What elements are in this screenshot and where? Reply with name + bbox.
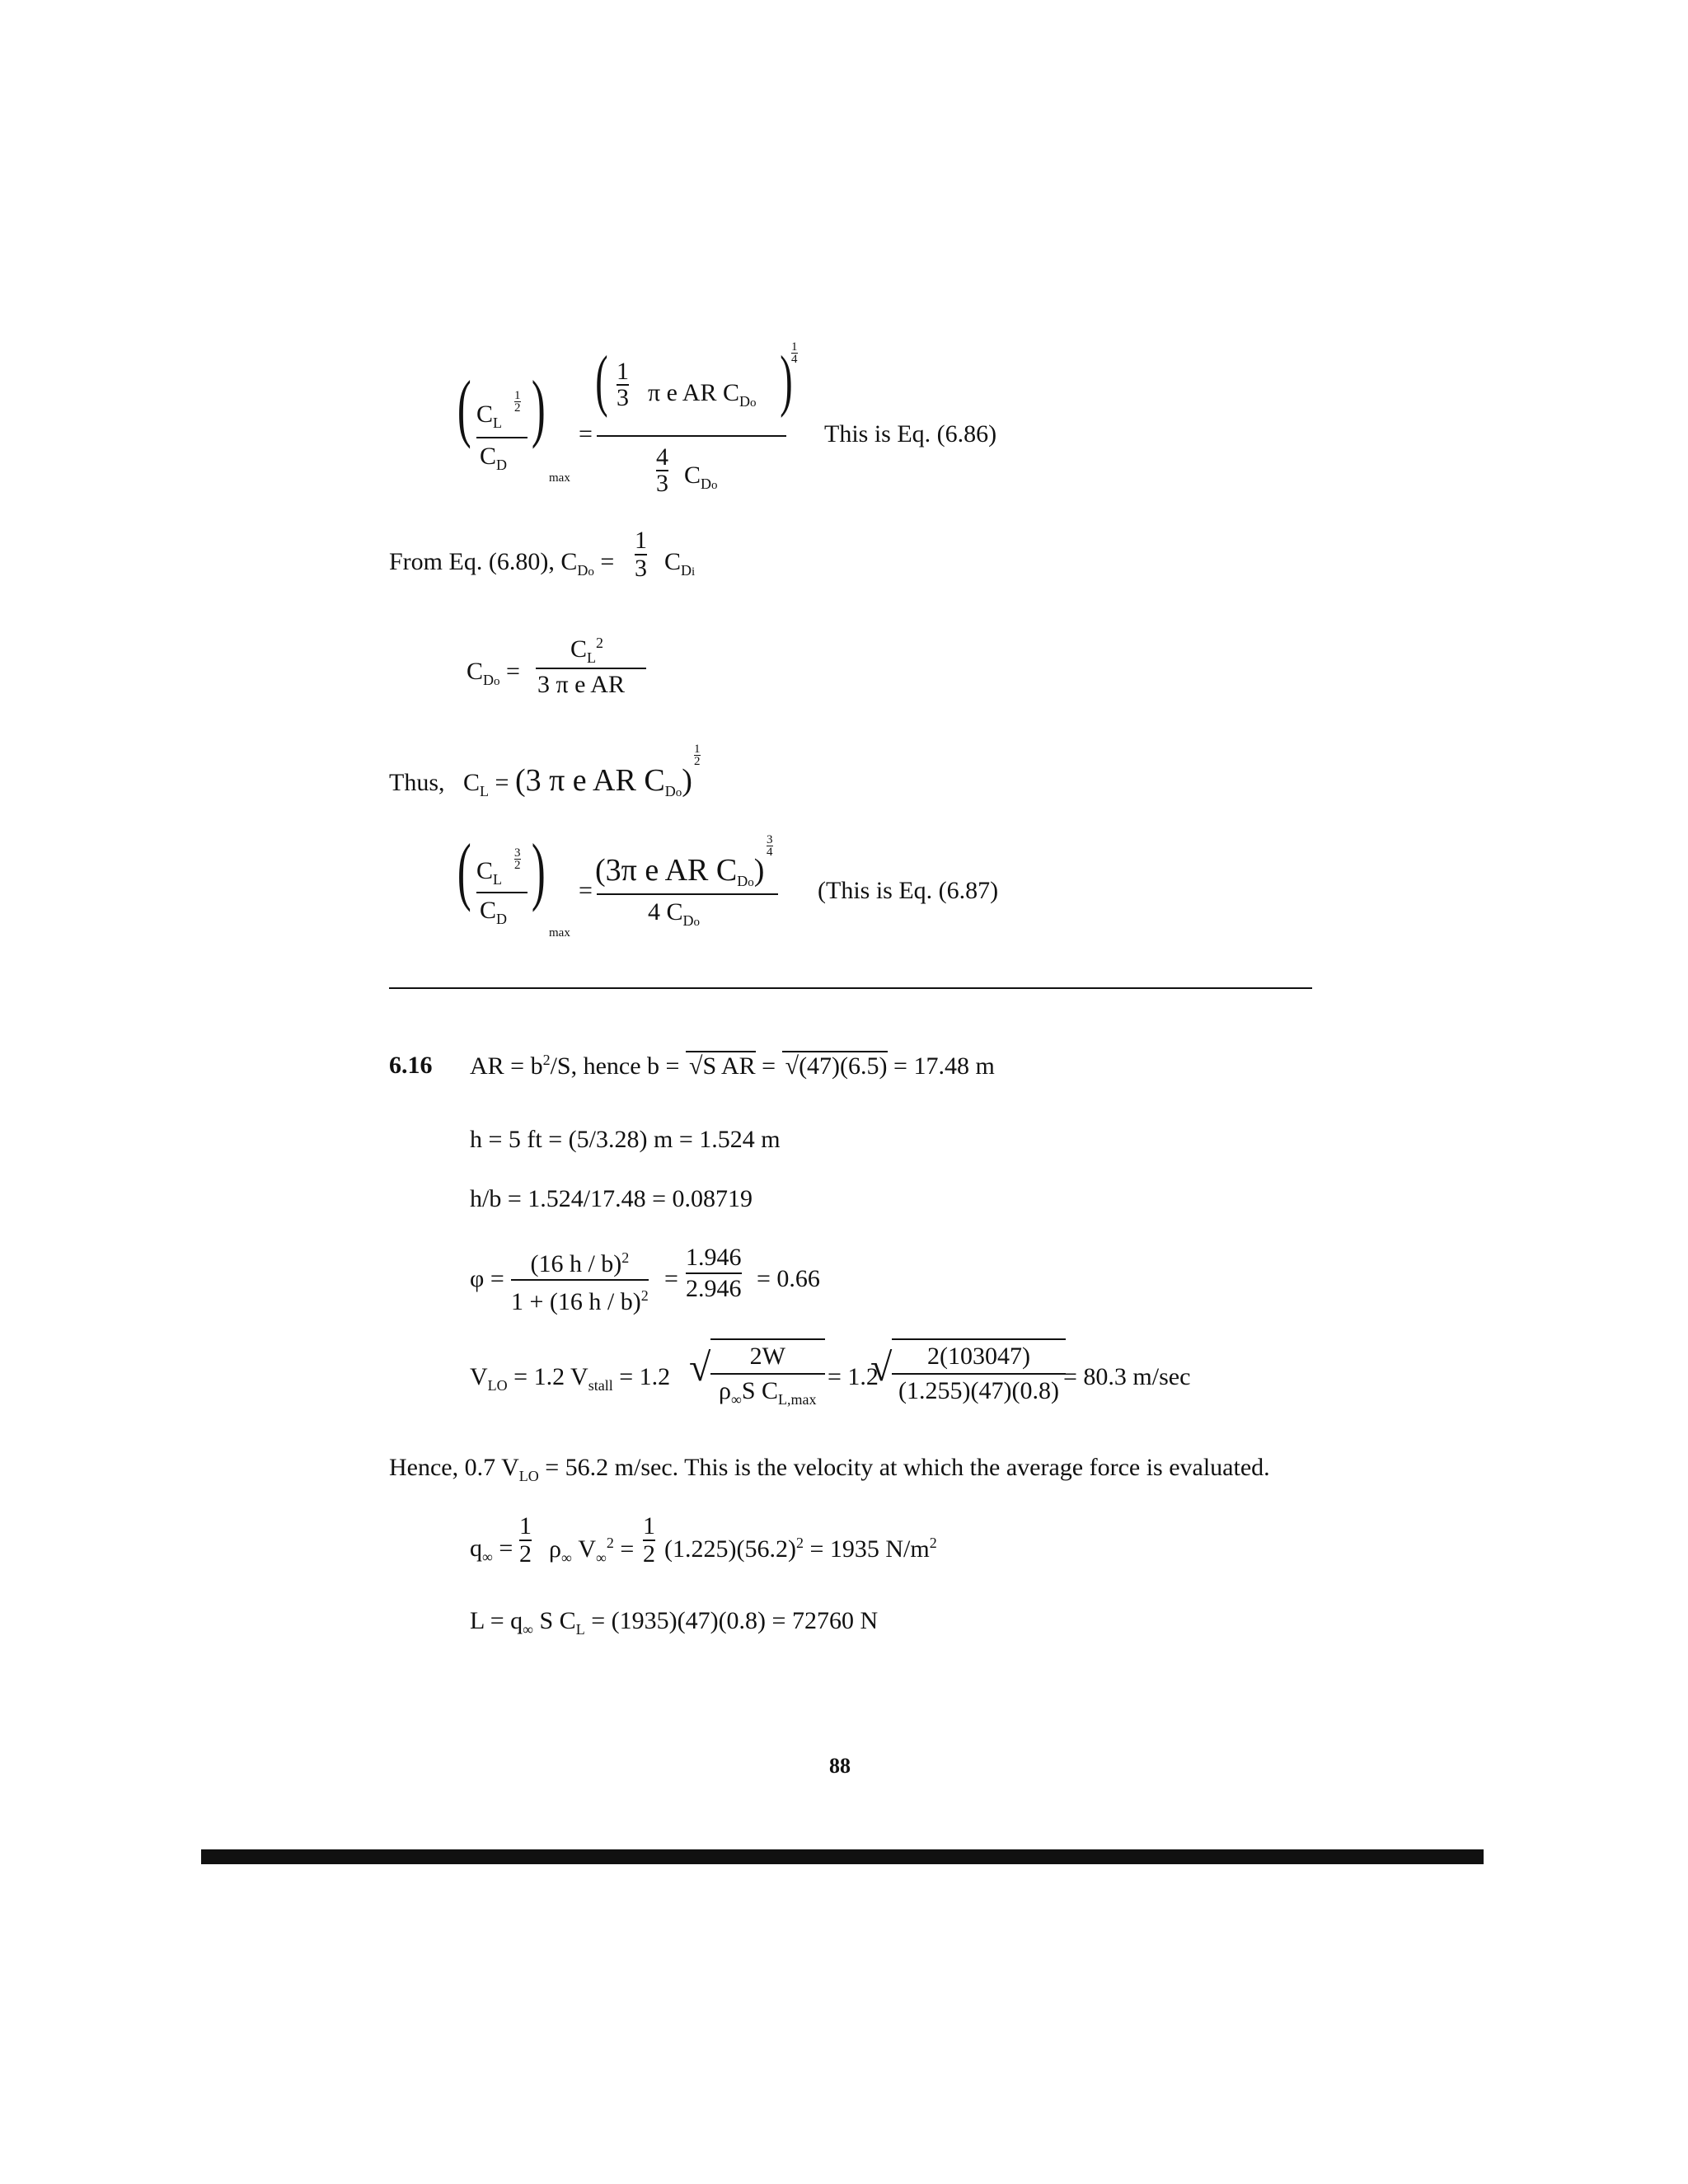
vlo-lead: $V_{LO} = 1.2$ $V_{stall} = 1.2$ xyxy=(470,1363,671,1394)
p616-line1: AR = $b^2/S$, hence b = √S AR = √(47)(6.5) = 17.48 m xyxy=(470,1052,995,1080)
eq86-den-frac: 4 3 xyxy=(656,443,668,497)
from80-frac: 1 3 xyxy=(635,527,647,582)
thus-line: Thus, $C_L = (3$ π e AR $C_{Do}$) xyxy=(389,763,692,799)
eq87-label: (This is Eq. (6.87) xyxy=(818,877,999,904)
eq87-equals: = xyxy=(579,877,593,904)
eq86-label: This is Eq. (6.86) xyxy=(824,420,997,448)
page-number: 88 xyxy=(829,1754,851,1778)
eq86-lhs-bottom: $C_D$ xyxy=(480,443,508,473)
eq87-lhs-exp: 3 2 xyxy=(514,846,521,872)
from80-rhs: $C_{Di}$ xyxy=(664,548,696,579)
eq87-num-exp: 3 4 xyxy=(767,833,773,859)
eq86-equals: = xyxy=(579,420,593,448)
problem-number: 6.16 xyxy=(389,1052,433,1079)
q-lead: $q_\infty$ = xyxy=(470,1535,513,1565)
left-paren: ( xyxy=(457,828,471,912)
eq87-den: 4 $C_{Do}$ xyxy=(648,898,701,929)
vlo-frac2: 2(103047) (1.255)(47)(0.8) xyxy=(892,1338,1066,1408)
lift-line: $L = q_\infty$ S $C_L = (1935)(47)(0.8) = 72760$ N xyxy=(470,1607,879,1638)
hence-line: Hence, 0.7 $V_{LO} = 56.2$ m/sec. This is the velocity at which the average force is evaluated. xyxy=(389,1454,1270,1484)
q-frac1: 1 2 xyxy=(519,1512,532,1568)
eq86-lhs-exp: 1 2 xyxy=(514,389,521,415)
phi-eq: = xyxy=(664,1265,678,1292)
eq86-num-body: π e AR $C_{Do}$ xyxy=(648,379,757,410)
eq86-num-exp: 1 4 xyxy=(791,340,798,366)
phi-result: = 0.66 xyxy=(757,1265,820,1292)
phi-label: φ = xyxy=(470,1265,504,1292)
cdo-num: $C_L^2$ xyxy=(570,635,604,666)
num-right-paren: ) xyxy=(780,342,793,419)
eq86-num-frac: 1 3 xyxy=(617,358,629,411)
cdo-den: 3 π e AR xyxy=(537,671,625,698)
thus-exp: 1 2 xyxy=(694,743,701,768)
sqrt-sign-1: √ xyxy=(689,1346,711,1390)
sqrt-1: √S AR xyxy=(686,1051,756,1080)
eq87-num: (3π e AR $C_{Do}$) xyxy=(595,853,765,889)
eq86-den-body: $C_{Do}$ xyxy=(684,462,718,492)
right-paren: ) xyxy=(531,828,546,912)
left-paren: ( xyxy=(457,365,471,449)
eq87-lhs-top: $C_L$ xyxy=(476,857,503,888)
vlo-result: = 80.3 m/sec xyxy=(1063,1363,1191,1390)
eq87-max: max xyxy=(549,926,570,940)
p616-line3: h/b = 1.524/17.48 = 0.08719 xyxy=(470,1185,753,1212)
vlo-eq2: = 1.2 xyxy=(828,1363,879,1390)
eq87-lhs-bottom: $C_D$ xyxy=(480,897,508,927)
cdo-lhs: $C_{Do}$ = xyxy=(467,658,520,688)
vlo-frac1: 2W $\rho_\infty S$ $C_{L,max}$ xyxy=(710,1338,825,1416)
from-eq-6-80: From Eq. (6.80), $C_{Do}$ = xyxy=(389,548,615,579)
right-paren: ) xyxy=(531,365,546,449)
q-mid: $\rho_\infty$ $V_\infty^2$ = xyxy=(549,1535,635,1566)
phi-frac2: 1.946 2.946 xyxy=(686,1244,742,1302)
num-left-paren: ( xyxy=(595,342,608,419)
eq86-lhs-top: $C_L$ xyxy=(476,401,503,431)
eq86-max: max xyxy=(549,471,570,485)
q-tail: $(1.225)(56.2)^2 = 1935$ $N/m^2$ xyxy=(664,1535,937,1563)
page-bottom-bar xyxy=(201,1849,1484,1864)
p616-line2: h = 5 ft = (5/3.28) m = 1.524 m xyxy=(470,1126,781,1153)
sqrt-sign-2: √ xyxy=(870,1346,893,1390)
phi-frac1: (16 h / b)$^2$ 1 + (16 h / b)$^2$ xyxy=(511,1249,649,1315)
q-frac2: 1 2 xyxy=(643,1512,655,1568)
section-divider xyxy=(389,987,1312,989)
sqrt-2: √(47)(6.5) xyxy=(782,1051,888,1080)
